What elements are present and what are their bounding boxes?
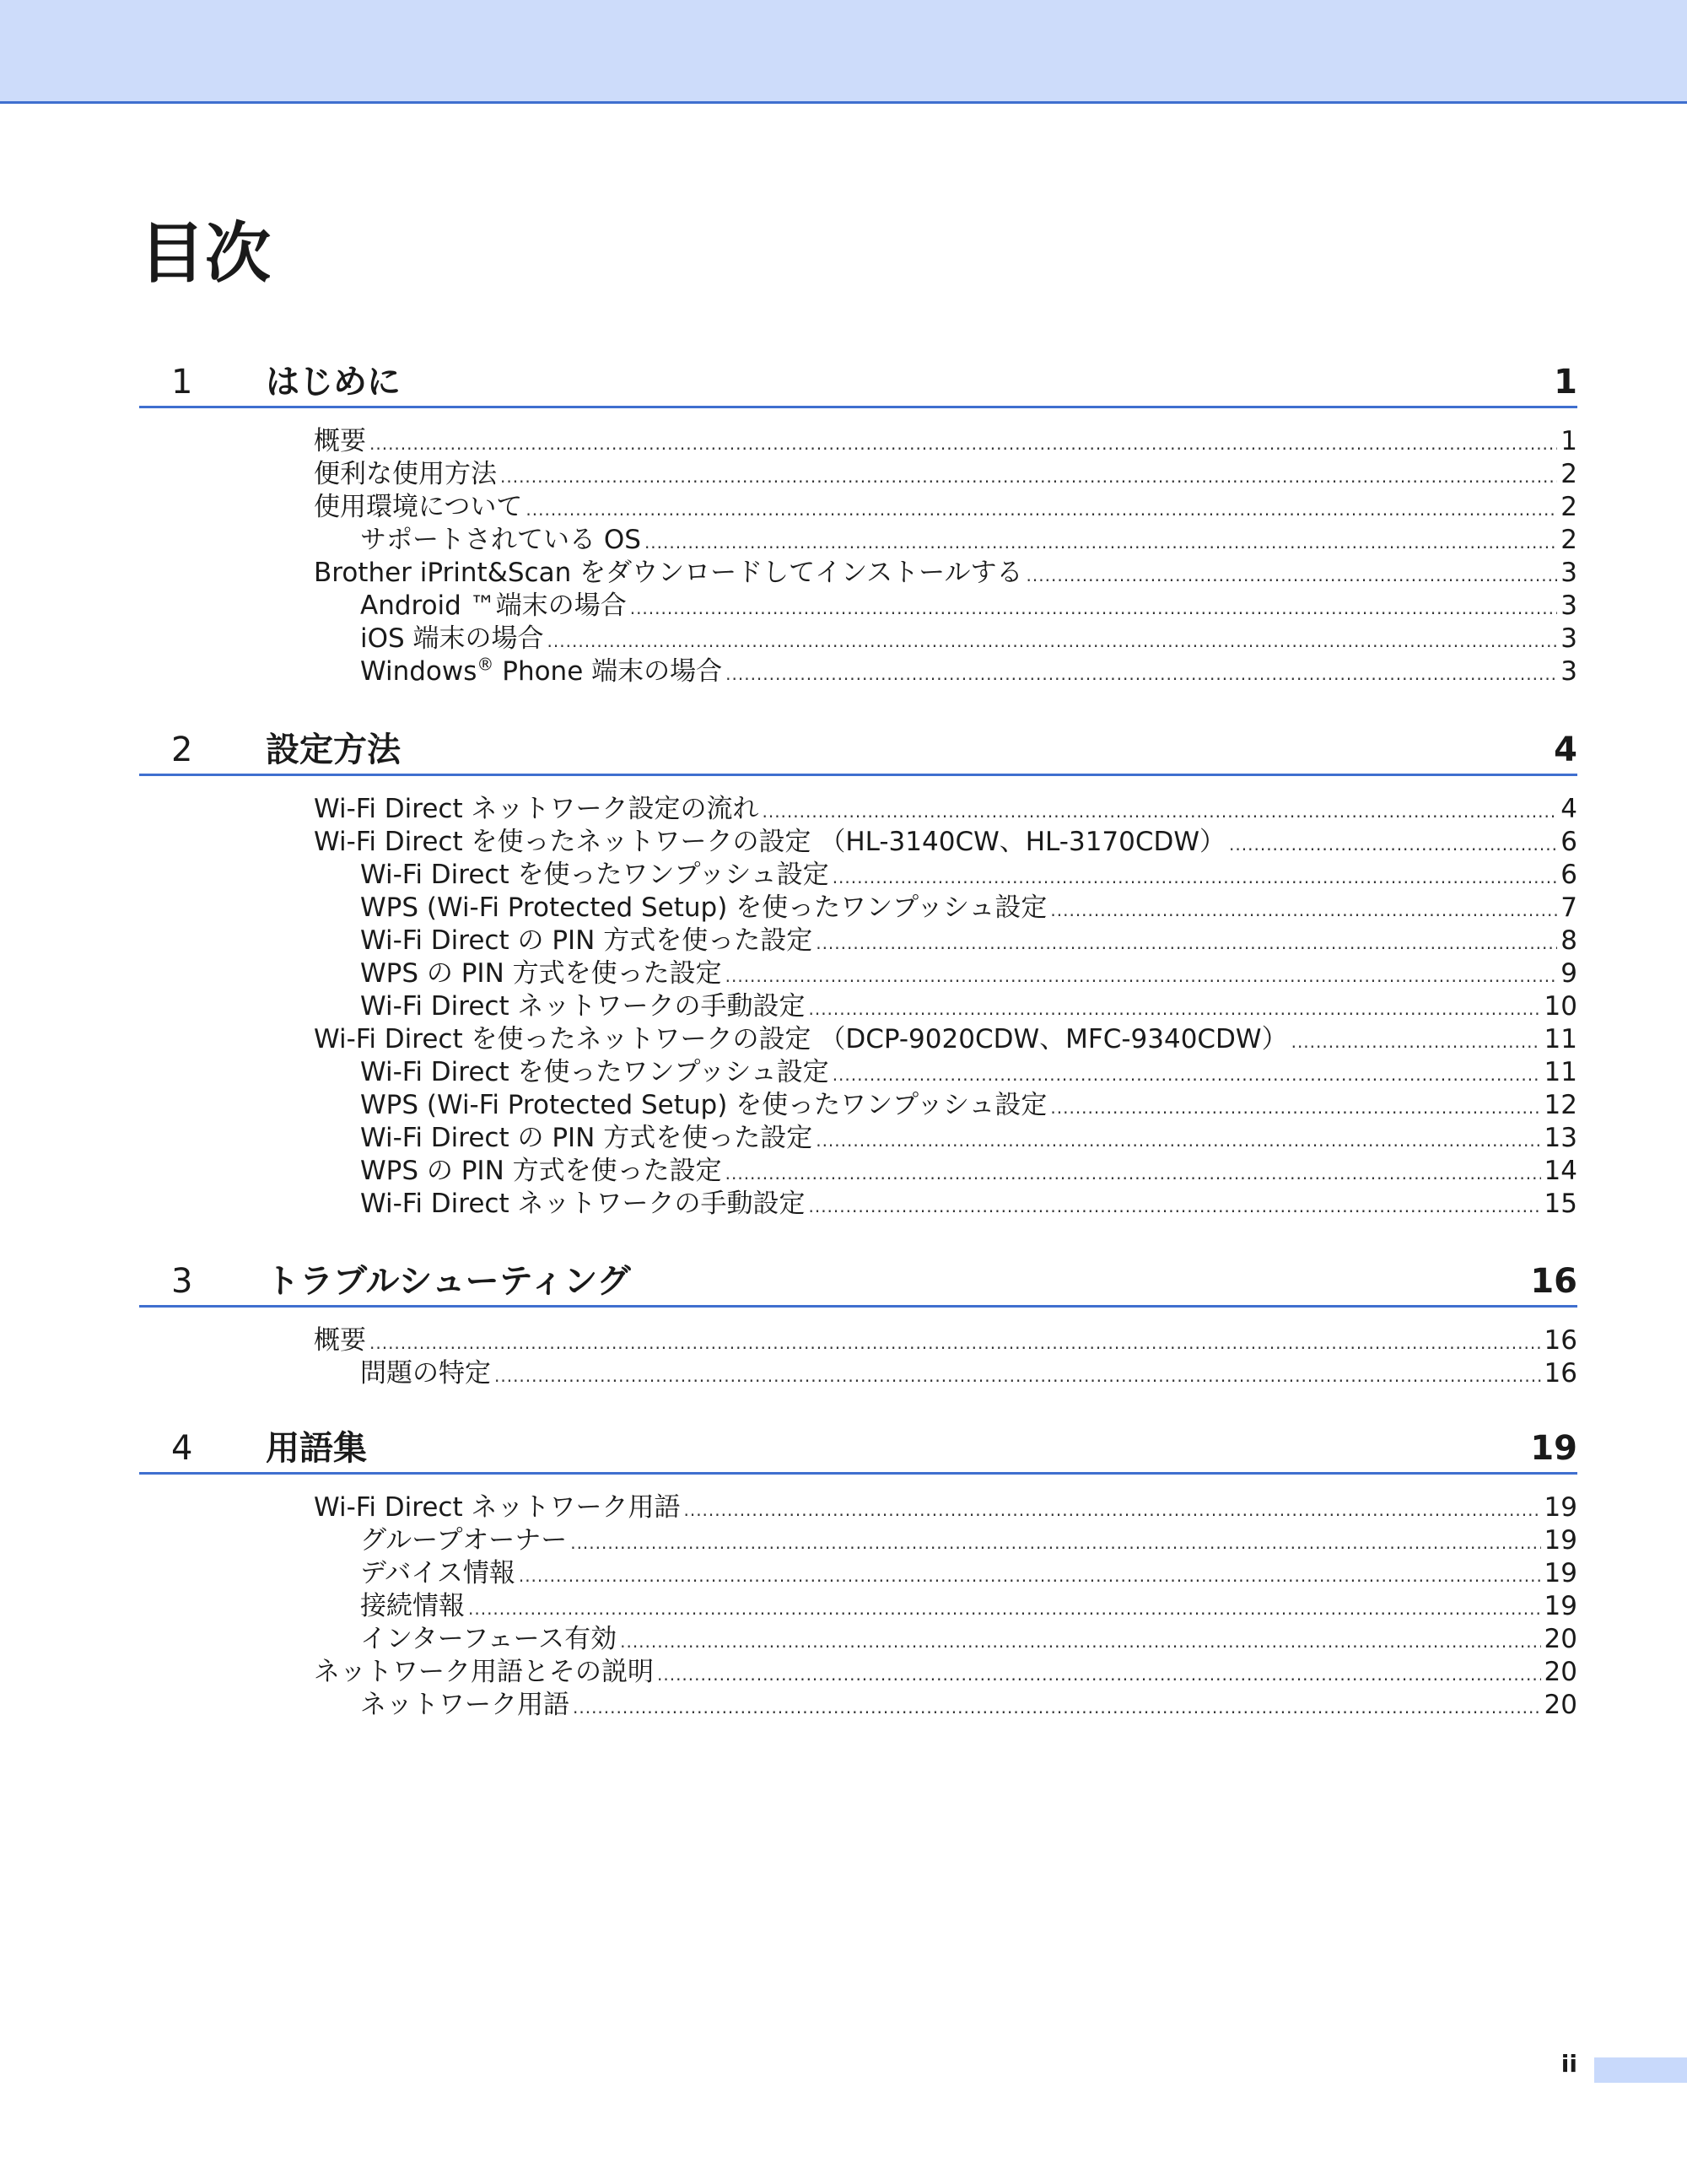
toc-entry-page-number: 2 [1560,492,1577,522]
toc-entry-title [360,1155,722,1188]
toc-entry-page-number: 20 [1544,1624,1577,1654]
toc-entry-title-text: Brother iPrint&Scan をダウンロードしてインストールする [314,558,1023,588]
footer-page-number: ii [1560,2050,1577,2078]
dot-leader [1050,894,1557,927]
dot-leader [816,927,1557,960]
registered-mark: ® [477,654,494,675]
toc-entry[interactable] [139,859,1577,892]
toc-entry-title [314,557,1023,590]
toc-entry-list [139,793,1577,1221]
toc-entry[interactable] [139,458,1577,491]
dot-leader [570,1527,1540,1560]
toc-entry-title-text: サポートされている OS [360,525,641,555]
toc-entry-title-text: ネットワーク用語 [360,1690,569,1720]
toc-entry-title [360,957,722,990]
chapter-page-number: 19 [1530,1429,1577,1468]
toc-entry-title [360,1357,491,1390]
toc-entry-title-text: Wi-Fi Direct を使ったワンプッシュ設定 [360,1057,829,1087]
dot-leader [620,1626,1540,1658]
chapter-section [139,1423,1577,1722]
toc-entry[interactable] [139,957,1577,990]
toc-entry-title-text: WPS の PIN 方式を使った設定 [360,1156,722,1186]
toc-entry-page-number: 19 [1544,1525,1577,1556]
toc-entry-page-number: 3 [1560,558,1577,588]
toc-entry-title [360,524,641,557]
toc-entry-page-number: 7 [1560,892,1577,923]
chapter-number: 1 [171,363,193,402]
chapter-page-number: 1 [1554,363,1577,402]
toc-entry-page-number: 14 [1544,1156,1577,1186]
toc-entry-title [360,1188,805,1221]
chapter-number: 4 [171,1429,193,1468]
toc-entry[interactable] [139,655,1577,688]
footer-tab [1594,2057,1687,2083]
toc-entry-title [360,1623,617,1656]
toc-entry-title-text: Wi-Fi Direct を使ったネットワークの設定 （HL-3140CW、HL-3170CDW） [314,827,1226,857]
chapter-page-number: 4 [1554,731,1577,769]
dot-leader [573,1691,1541,1724]
dot-leader [500,461,1557,493]
toc-entry-page-number: 1 [1560,426,1577,456]
toc-entry-title [360,990,805,1023]
chapter-number: 2 [171,731,193,769]
toc-entry-list [139,425,1577,688]
dot-leader [762,795,1557,828]
chapter-heading[interactable] [139,1423,1577,1475]
toc-entry-list [139,1491,1577,1722]
dot-leader [683,1494,1540,1527]
toc-entry[interactable] [139,1524,1577,1557]
toc-entry[interactable] [139,491,1577,524]
toc-entry[interactable] [139,425,1577,458]
toc-entry-page-number: 12 [1544,1090,1577,1120]
toc-entry-page-number: 6 [1560,827,1577,857]
toc-entry-title [360,859,829,892]
toc-entry-title-text: 便利な使用方法 [314,459,497,489]
dot-leader [369,428,1557,461]
toc-entry-title-text: iOS 端末の場合 [360,623,544,654]
dot-leader [547,625,1558,658]
toc-entry-page-number: 19 [1544,1558,1577,1588]
toc-entry-title-text: Wi-Fi Direct ネットワークの手動設定 [360,991,806,1022]
toc-entry-page-number: 20 [1544,1690,1577,1720]
dot-leader [1291,1026,1541,1059]
chapter-number: 3 [171,1262,193,1301]
toc-entry-title [314,826,1226,859]
toc-entry-title-text: Phone 端末の場合 [493,656,723,687]
dot-leader [816,1124,1540,1157]
toc-entry-title-text: 概要 [314,1325,366,1356]
dot-leader [369,1327,1541,1360]
toc-entry-title [314,425,366,458]
chapter-title: 設定方法 [266,731,401,769]
dot-leader [519,1560,1541,1593]
chapter-section [139,357,1577,688]
toc-entry[interactable] [139,892,1577,925]
dot-leader [644,526,1557,559]
toc-entry-title [360,1590,465,1623]
toc-entry[interactable] [139,1689,1577,1722]
toc-entry-title [360,925,812,957]
toc-entry-page-number: 15 [1544,1189,1577,1219]
toc-entry[interactable] [139,1656,1577,1689]
toc-entry-page-number: 9 [1560,958,1577,989]
chapter-title: はじめに [266,363,401,402]
toc-entry-title [360,1557,515,1590]
toc-entry-title-text: Wi-Fi Direct ネットワーク用語 [314,1492,681,1523]
toc-entry-title-text: デバイス情報 [360,1558,515,1588]
dot-leader [657,1658,1541,1691]
toc-entry-title-text: WPS (Wi-Fi Protected Setup) を使ったワンプッシュ設定 [360,1090,1048,1120]
toc-entry-title-text: WPS の PIN 方式を使った設定 [360,958,722,989]
toc-entry-title [314,1324,366,1357]
toc-entry-page-number: 8 [1560,925,1577,956]
dot-leader [725,658,1557,691]
toc-entry[interactable] [139,1023,1577,1056]
chapter-section [139,725,1577,1221]
toc-entry-page-number: 6 [1560,860,1577,890]
toc-entry-page-number: 3 [1560,623,1577,654]
toc-entry-page-number: 16 [1544,1358,1577,1389]
chapter-heading[interactable] [139,725,1577,776]
toc-entry-title-text: Wi-Fi Direct の PIN 方式を使った設定 [360,925,813,956]
toc-entry-title [360,1122,812,1155]
toc-entry-title [360,590,627,623]
toc-entry-page-number: 2 [1560,525,1577,555]
toc-entry-page-number: 16 [1544,1325,1577,1356]
toc-entry[interactable] [139,826,1577,859]
toc-entry[interactable] [139,1122,1577,1155]
dot-leader [833,861,1558,894]
toc-entry-page-number: 10 [1544,991,1577,1022]
toc-entry-title [360,1524,567,1557]
toc-entry-title-text: Android ™端末の場合 [360,590,627,621]
chapter-title: トラブルシューティング [266,1262,631,1301]
toc-entry-title [314,1656,654,1689]
toc-entry-title [314,793,758,826]
dot-leader [630,592,1558,625]
toc-entry-page-number: 13 [1544,1123,1577,1153]
toc-entry-title [314,1491,680,1524]
header-band [0,0,1687,104]
toc-entry-page-number: 19 [1544,1591,1577,1621]
chapter-heading[interactable] [139,1256,1577,1308]
dot-leader [526,493,1557,526]
dot-leader [808,1190,1540,1223]
toc-entry-title-text: ネットワーク用語とその説明 [314,1657,654,1687]
toc-entry-title-text: 接続情報 [360,1591,465,1621]
toc-entry[interactable] [139,1188,1577,1221]
toc-entry-page-number: 4 [1560,794,1577,824]
dot-leader [725,1157,1541,1190]
toc-entry[interactable] [139,1357,1577,1390]
toc-entry[interactable] [139,990,1577,1023]
toc-entry-title-text: Wi-Fi Direct の PIN 方式を使った設定 [360,1123,813,1153]
toc-entry-title-text: 問題の特定 [360,1358,491,1389]
toc-entry-title-text: WPS (Wi-Fi Protected Setup) を使ったワンプッシュ設定 [360,892,1048,923]
toc-entry[interactable] [139,524,1577,557]
chapter-section [139,1256,1577,1390]
dot-leader [1050,1092,1540,1124]
toc-entry[interactable] [139,1155,1577,1188]
chapter-page-number: 16 [1530,1262,1577,1301]
chapter-heading[interactable] [139,357,1577,408]
dot-leader [833,1059,1541,1092]
toc-entry[interactable] [139,1491,1577,1524]
toc-entry-list [139,1324,1577,1390]
page-title: 目次 [139,216,272,292]
toc-entry-title-text: Wi-Fi Direct ネットワーク設定の流れ [314,794,759,824]
toc-entry-title [314,491,522,524]
toc-entry-title [360,1689,569,1722]
toc-entry-page-number: 20 [1544,1657,1577,1687]
toc-entry-page-number: 11 [1544,1057,1577,1087]
toc-entry[interactable] [139,590,1577,623]
toc-entry-title [360,892,1047,925]
toc-entry[interactable] [139,623,1577,655]
toc-entry[interactable] [139,557,1577,590]
toc-entry-title [360,1089,1047,1122]
dot-leader [725,960,1558,993]
toc-entry-title-text: グループオーナー [360,1525,568,1556]
toc-entry[interactable] [139,793,1577,826]
dot-leader [808,993,1540,1026]
toc-entry[interactable] [139,1089,1577,1122]
toc-entry-page-number: 11 [1544,1024,1577,1054]
toc-entry-title [314,1023,1288,1056]
toc-entry[interactable] [139,1590,1577,1623]
dot-leader [494,1360,1541,1393]
toc-entry-title [314,458,497,491]
dot-leader [1027,559,1558,592]
chapter-title: 用語集 [266,1429,367,1468]
dot-leader [468,1593,1541,1626]
toc-entry[interactable] [139,925,1577,957]
toc-entry-title-text: Wi-Fi Direct を使ったネットワークの設定 （DCP-9020CDW、MFC-9340CDW） [314,1024,1288,1054]
toc-entry-page-number: 19 [1544,1492,1577,1523]
toc-entry-title-text: 使用環境について [314,492,523,522]
toc-entry[interactable] [139,1324,1577,1357]
toc-entry-title-text: 概要 [314,426,366,456]
toc-entry-title [360,623,544,655]
dot-leader [1229,828,1557,861]
toc-entry[interactable] [139,1623,1577,1656]
toc-entry-title-text: インターフェース有効 [360,1624,617,1654]
toc-entry-title [360,655,722,688]
toc-entry-title [360,1056,829,1089]
toc-entry-title-text: Windows [360,656,477,687]
toc-entry-page-number: 3 [1560,590,1577,621]
toc-entry-title-text: Wi-Fi Direct を使ったワンプッシュ設定 [360,860,829,890]
toc-entry-title-text: Wi-Fi Direct ネットワークの手動設定 [360,1189,806,1219]
toc-entry-page-number: 2 [1560,459,1577,489]
toc-entry-page-number: 3 [1560,656,1577,687]
toc-entry[interactable] [139,1557,1577,1590]
toc-entry[interactable] [139,1056,1577,1089]
